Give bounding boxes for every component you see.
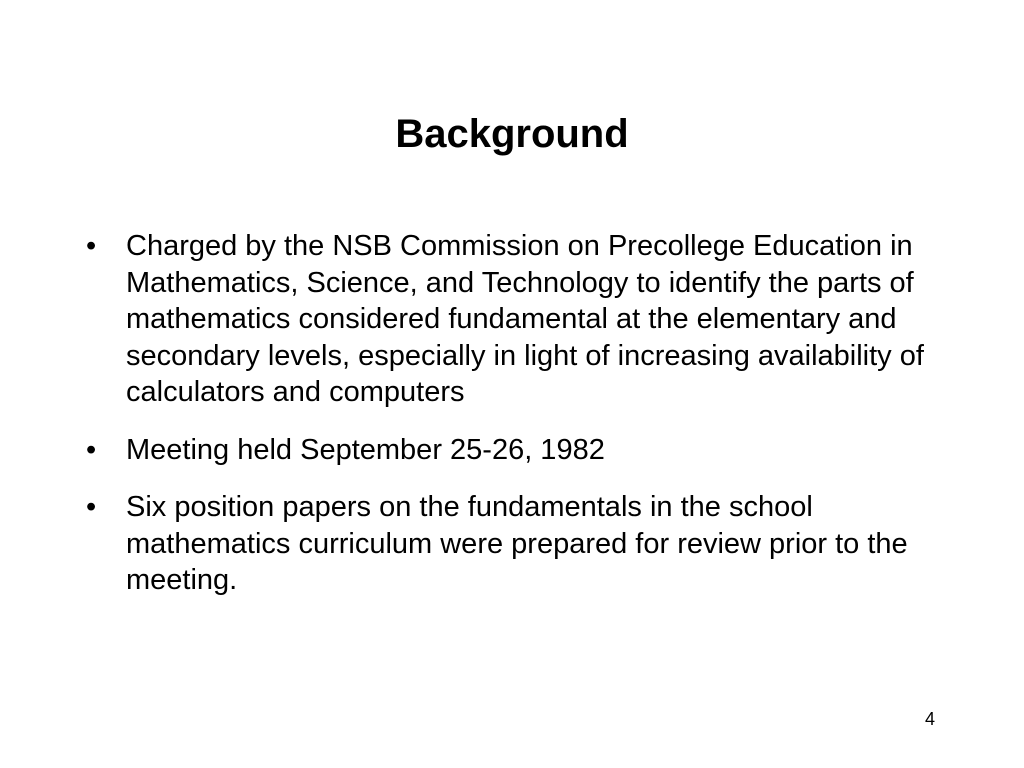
slide-title: Background: [395, 112, 629, 156]
page-number: 4: [924, 709, 935, 729]
bullet-icon: •: [86, 491, 97, 523]
bullet-text: Meeting held September 25-26, 1982: [126, 433, 605, 466]
bullet-item-meeting: [86, 432, 946, 469]
bullet-icon: •: [86, 433, 97, 466]
bullet-item-papers: [86, 489, 946, 599]
bullet-icon: •: [86, 230, 97, 262]
bullet-text: Six position papers on the fundamentals in the school mathematics curriculum were prepared for review prior to the meeting.: [126, 491, 908, 596]
bullet-list: [86, 228, 946, 620]
bullet-item-charge: [86, 228, 946, 411]
bullet-text: Charged by the NSB Commission on Precollege Education in Mathematics, Science, and Technology to identify the parts of mathematics considered fundamental at the elementary and secondary levels, especially in light of increasing availability of calculators and computers: [126, 230, 924, 408]
